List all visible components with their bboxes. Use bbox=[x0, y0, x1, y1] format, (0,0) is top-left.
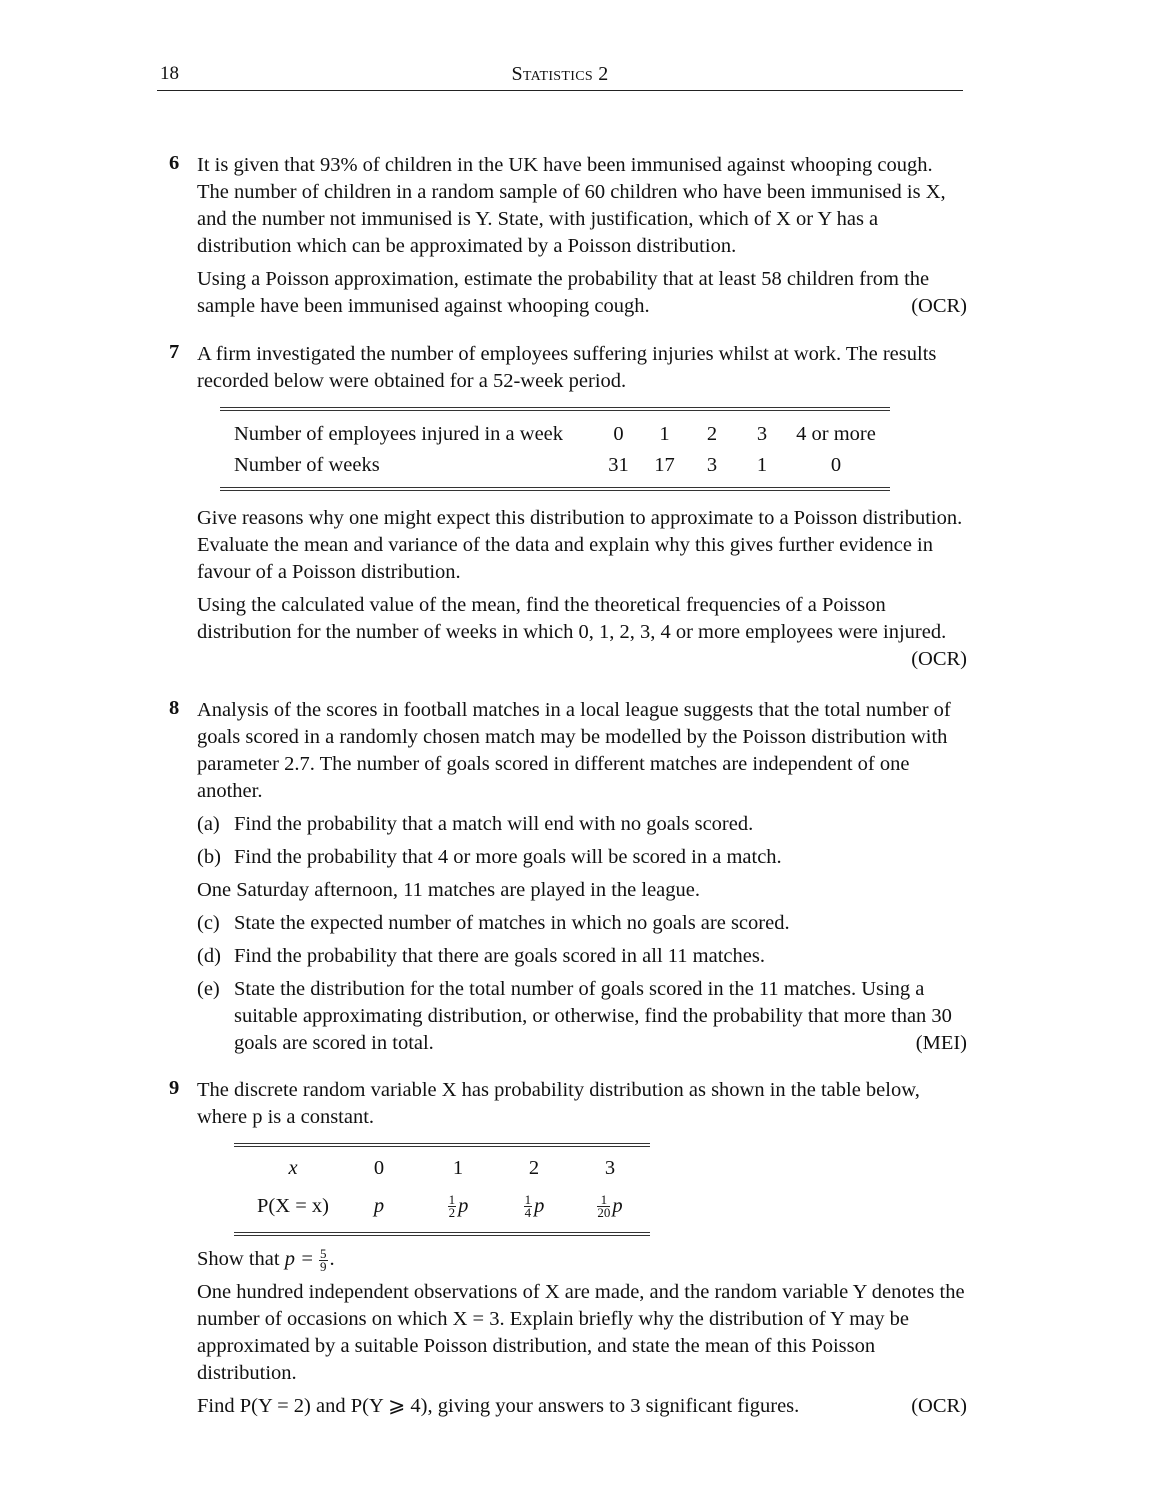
source-label: (MEI) bbox=[915, 1032, 967, 1054]
table-cell: 17 bbox=[654, 454, 675, 476]
question-number: 6 bbox=[169, 152, 180, 174]
table-cell: 1 bbox=[452, 1157, 464, 1179]
table-row bbox=[234, 419, 884, 450]
probability-table bbox=[234, 1143, 650, 1236]
table-row bbox=[234, 450, 884, 481]
question-text: A firm investigated the number of employees suffering injuries whilst at work. The results recorded below were obtained for a 52-week period. bbox=[197, 343, 937, 392]
table-cell: 3 bbox=[604, 1157, 616, 1179]
question-text: Using the calculated value of the mean, find the theoretical frequencies of a Poisson distribution for the number of weeks in which 0, 1, 2, 3, 4 or more employees were injured. (OCR) bbox=[197, 592, 967, 646]
page-number: 18 bbox=[160, 63, 179, 84]
question-text: Give reasons why one might expect this distribution to approximate to a Poisson distribution. Evaluate the mean and variance of the data and explain why this gives further evidence in favour of a Poisson distribution. bbox=[197, 507, 963, 583]
table-cell: 3 bbox=[756, 423, 768, 445]
question-part: (d) Find the probability that there are goals scored in all 11 matches. bbox=[197, 945, 765, 967]
question-6 bbox=[157, 152, 967, 326]
table-cell: $\frac{1}{4}$ p bbox=[524, 1192, 545, 1221]
question-8 bbox=[157, 697, 967, 1063]
question-number: 7 bbox=[169, 341, 180, 363]
question-part: (a) Find the probability that a match will end with no goals scored. bbox=[197, 813, 754, 835]
row-label: x bbox=[288, 1157, 298, 1179]
show-that-text: Show that p = $\frac{5}{9}$ . bbox=[197, 1245, 335, 1274]
question-text: Find P(Y = 2) and P(Y ⩾ 4), giving your answers to 3 significant figures. (OCR) bbox=[197, 1393, 967, 1420]
question-number: 9 bbox=[169, 1077, 180, 1099]
source-label: (OCR) bbox=[911, 648, 967, 670]
source-label: (OCR) bbox=[911, 295, 967, 317]
table-cell: 1 bbox=[756, 454, 768, 476]
table-cell: 0 bbox=[830, 454, 842, 476]
question-part: (e) State the distribution for the total number of goals scored in the 11 matches. Using a suitable approximating distribution, or otherwise, find the probability that more than 30 goals are scored in total. (MEI) bbox=[197, 976, 967, 1057]
table-cell: $\frac{1}{20}$ p bbox=[597, 1192, 623, 1221]
table-cell: 4 or more bbox=[796, 423, 876, 445]
question-text: Analysis of the scores in football matches in a local league suggests that the total number of goals scored in a randomly chosen match may be modelled by the Poisson distribution with parameter 2.7. The number of goals scored in different matches are independent of one another. bbox=[197, 699, 951, 802]
row-label: Number of employees injured in a week bbox=[234, 423, 564, 445]
question-text: One hundred independent observations of X are made, and the random variable Y denotes the number of occasions on which X = 3. Explain briefly why the distribution of Y may be approximated by a suitable Poisson distribution, and state the mean of this Poisson distribution. bbox=[197, 1281, 965, 1384]
row-label: Number of weeks bbox=[234, 454, 380, 476]
question-part: (b) Find the probability that 4 or more goals will be scored in a match. bbox=[197, 846, 782, 868]
table-cell: 2 bbox=[706, 423, 718, 445]
question-text: Using a Poisson approximation, estimate the probability that at least 58 children from the sample have been immunised against whooping cough. (OCR) bbox=[197, 266, 967, 320]
question-text: The discrete random variable X has probability distribution as shown in the table below, where p is a constant. bbox=[197, 1079, 920, 1128]
table-cell: 0 bbox=[373, 1157, 385, 1179]
table-cell: 31 bbox=[608, 454, 629, 476]
question-text: One Saturday afternoon, 11 matches are played in the league. bbox=[197, 879, 701, 901]
table-cell: 1 bbox=[659, 423, 670, 445]
page-header bbox=[157, 60, 963, 91]
row-label: P(X = x) bbox=[257, 1194, 329, 1217]
table-cell: 3 bbox=[706, 454, 718, 476]
injuries-table bbox=[220, 407, 890, 491]
table-cell: p bbox=[373, 1194, 385, 1217]
question-part: (c) State the expected number of matches in which no goals are scored. bbox=[197, 912, 790, 934]
running-title: Statistics 2 bbox=[511, 63, 609, 85]
table-cell: 2 bbox=[528, 1157, 540, 1179]
question-7 bbox=[157, 341, 967, 673]
question-9 bbox=[157, 1077, 967, 1426]
question-text: It is given that 93% of children in the UK have been immunised against whooping cough. The number of children in a random sample of 60 children who have been immunised is X, and the number not immunised is Y. State, with justification, which of X or Y has a distribution which can be approximated by a Poisson distribution. bbox=[197, 154, 946, 257]
table-row bbox=[248, 1153, 648, 1184]
table-cell: 0 bbox=[613, 423, 624, 445]
source-label: (OCR) bbox=[911, 1395, 967, 1417]
table-cell: $\frac{1}{2}$ p bbox=[448, 1192, 469, 1221]
question-number: 8 bbox=[169, 697, 180, 719]
table-row bbox=[248, 1184, 648, 1228]
